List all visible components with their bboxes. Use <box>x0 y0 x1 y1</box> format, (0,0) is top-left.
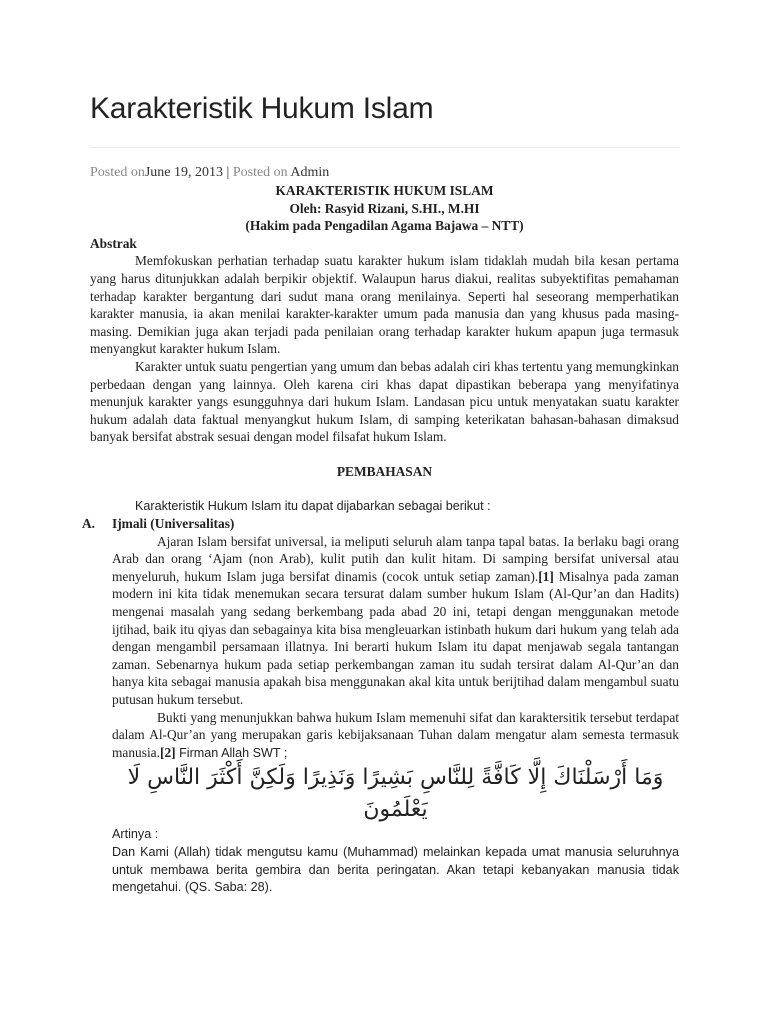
spacer <box>90 481 679 498</box>
section-a-p2-text-cont: Firman Allah SWT ; <box>175 745 288 760</box>
artinya-label: Artinya : <box>112 827 159 842</box>
section-a-title: Ijmali (Universalitas) <box>112 516 235 532</box>
article-body <box>82 182 679 897</box>
posted-on-label: Posted on <box>90 165 145 180</box>
title-divider <box>90 147 679 148</box>
section-a-content <box>90 533 679 763</box>
article-heading: KARAKTERISTIK HUKUM ISLAM <box>275 183 494 198</box>
section-a-p1-text: Ajaran Islam bersifat universal, ia meliputi seluruh alam tanpa tapal batas. Ia berlaku bagi orang Arab dan orang ‘Ajam (non Arab), kulit putih dan kulit hitam. Di samping bersifat universal atau menyeluruh, hukum Islam juga bersifat dinamis (cocok untuk setiap zaman). <box>112 533 679 584</box>
posted-on-label-2: Posted on <box>232 165 291 180</box>
translation-block <box>90 826 679 896</box>
verse-translation: Dan Kami (Allah) tidak mengutsu kamu (Muhammad) melainkan kepada umat manusia seluruhnya untuk membawa berita gembira dan berita peringatan. Akan tetapi kebanyakan manusia tidak mengetahui. (QS. Saba: 28). <box>112 845 679 895</box>
section-a-paragraph-1 <box>112 533 679 709</box>
abstract-paragraph-1: Memfokuskan perhatian terhadap suatu karakter hukum islam tidaklah mudah bila kesan pertama yang harus ditunjukkan adalah berpikir objektif. Walaupun harus diakui, realitas subyektifitas pemahaman terhadap karakter bergantung dari sudut mana orang menilainya. Seperti hal seseorang memperhatikan karakter manusia, ia akan menilai karakter-karakter umum pada manusia dan yang khusus pada masing-masing. Demikian juga akan terjadi pada penilaian orang terhadap karakter hukum apapun juga termasuk menyangkut karakter hukum Islam. <box>90 253 679 357</box>
footnote-link-2[interactable]: [2] <box>159 744 176 760</box>
post-meta <box>90 165 329 181</box>
footnote-link-1[interactable]: [1] <box>538 568 554 584</box>
post-date-link[interactable]: June 19, 2013 <box>144 165 224 180</box>
section-a-p2-text: Bukti yang menunjukkan bahwa hukum Islam memenuhi sifat dan karaktersitik tersebut terdapat dalam Al-Qur’an yang merupakan garis kebijaksanaan Tuhan dalam mengatur alam semesta termasuk manusia. <box>112 709 679 760</box>
pembahasan-intro: Karakteristik Hukum Islam itu dapat dijabarkan sebagai berikut : <box>135 498 491 513</box>
pembahasan-heading: PEMBAHASAN <box>336 463 433 479</box>
section-a-paragraph-2 <box>112 709 679 763</box>
section-a-number: A. <box>82 516 96 532</box>
article-byline: Oleh: Rasyid Rizani, S.HI., M.HI <box>289 200 480 216</box>
section-a-p1-text-cont: Misalnya pada zaman modern ini kita tidak menemukan secara tersurat dalam sumber hukum Islam (Al-Qur’an dan Hadits) mengenai masalah yang sedang berkembang pada abad 20 ini, tetapi dengan menggunakan metode ijtihad, baik itu qiyas dan sebagainya kita bisa mengleuarkan istinbath hukum dari hukum yang telah ada dengan mengambil persamaan illatnya. Ini berarti hukum Islam itu dapat menjawab segala tantangan zaman. Sebenarnya hukum pada setiap perkembangan zaman itu sudah tersirat dalam Al-Qur’an dan hanya kita sebagai manusia apakah bisa menggunakan akal kita untuk berijtihad dalam mengambul suatu putusan hukum tersebut. <box>112 568 679 708</box>
quran-verse-arabic: وَمَا أَرْسَلْنَاكَ إِلَّا كَافَّةً لِلنَّاسِ بَشِيرًا وَنَذِيرًا وَلَكِنَّ أَكْثَرَ النَّاسِ لَا يَعْلَمُونَ <box>127 765 664 823</box>
abstract-label: Abstrak <box>90 235 137 251</box>
article-affiliation: (Hakim pada Pengadilan Agama Bajawa – NTT) <box>245 218 524 234</box>
spacer <box>90 446 679 463</box>
meta-separator: | <box>223 165 233 180</box>
section-a-heading <box>82 515 679 533</box>
abstract-paragraph-2: Karakter untuk suatu pengertian yang umum dan bebas adalah ciri khas tertentu yang memungkinkan perbedaan dengan yang lainnya. Oleh karena ciri khas dapat dipastikan beberapa yang menyifatinya menunjuk karakter yangs esungguhnya dari hukum Islam. Landasan picu untuk menyatakan suatu karakter hukum adalah data faktual menyangkut hukum Islam, di samping keterikatan bahasan-bahasan dimaksud banyak bersifat abstrak sesuai dengan model filsafat hukum Islam. <box>90 358 679 445</box>
page-title: Karakteristik Hukum Islam <box>90 92 434 125</box>
author-link[interactable]: Admin <box>290 165 330 180</box>
